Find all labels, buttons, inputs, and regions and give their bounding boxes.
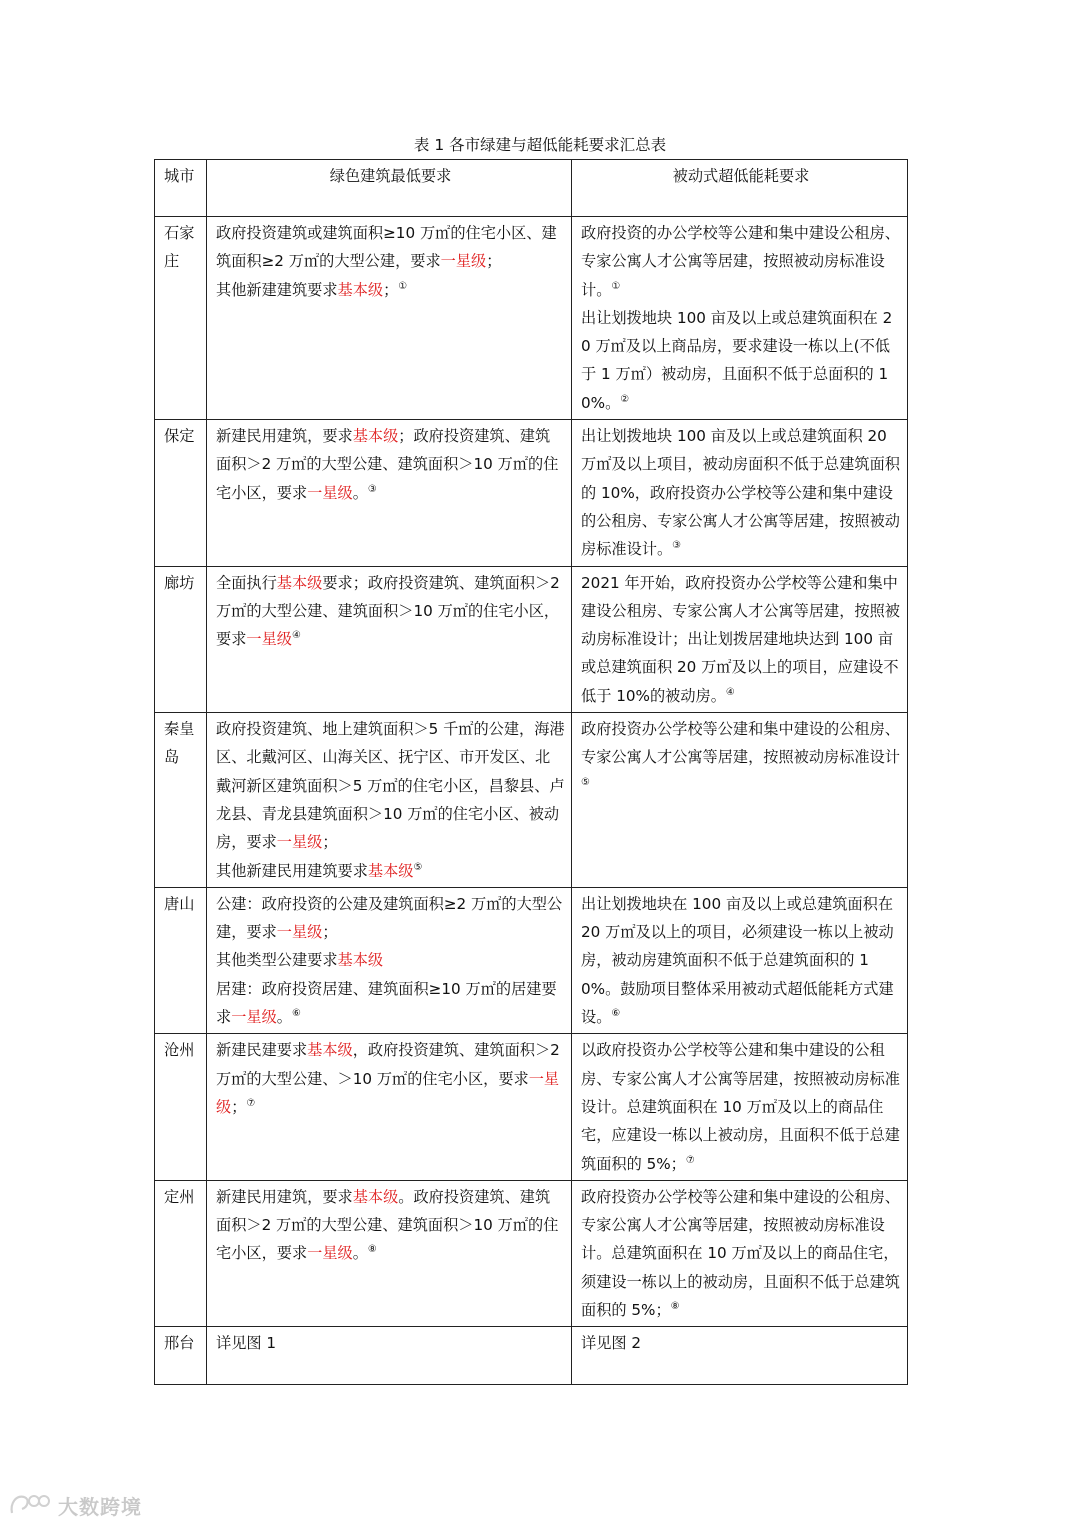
- footnote-marker: ①: [398, 280, 408, 292]
- brand-logo-icon: [8, 1491, 52, 1519]
- header-city: 城市: [155, 160, 207, 217]
- cell-text: 。: [352, 483, 368, 502]
- cell-text: 居建：政府投资居建、建筑面积≥10 万㎡的居建要求: [216, 979, 557, 1027]
- cell-text: 详见图 2: [581, 1334, 642, 1353]
- highlight-level: 一星级: [440, 252, 487, 271]
- green-requirement-cell: [207, 1034, 572, 1180]
- cell-text: 政府投资办公学校等公建和集中建设的公租房、专家公寓人才公寓等居建，按照被动房标准设计。总建筑面积在 10 万㎡及以上的商品住宅，须建设一栋以上的被动房，且面积不低于总建筑面积的 5%；: [581, 1187, 900, 1319]
- highlight-level: 基本级: [307, 1041, 353, 1060]
- table-row: [155, 1180, 908, 1326]
- summary-table: [154, 159, 908, 1385]
- cell-text: 出让划拨地块 100 亩及以上或总建筑面积 20 万㎡及以上项目，被动房面积不低于总建筑面积的 10%，政府投资办公学校等公建和集中建设的公租房、专家公寓人才公寓等居建，按照被动房标准设计。: [581, 427, 900, 559]
- cell-text: 其他新建民用建筑要求: [216, 861, 368, 880]
- cell-paragraph: [216, 1036, 565, 1121]
- city-cell: 唐山: [155, 887, 207, 1033]
- city-cell: 石家庄: [155, 217, 207, 420]
- footnote-marker: ④: [725, 686, 735, 698]
- green-requirement-cell: [207, 1327, 572, 1385]
- city-cell: 廊坊: [155, 566, 207, 712]
- table-header-row: [155, 160, 908, 217]
- passive-requirement-cell: [572, 1327, 908, 1385]
- highlight-level: 基本级: [337, 280, 384, 299]
- cell-text: 详见图 1: [216, 1334, 277, 1353]
- city-cell: 保定: [155, 420, 207, 566]
- header-green: 绿色建筑最低要求: [207, 160, 572, 217]
- highlight-level: 一星级: [276, 833, 323, 852]
- cell-paragraph: [216, 276, 565, 304]
- cell-paragraph: [216, 219, 565, 276]
- city-cell: 秦皇岛: [155, 713, 207, 888]
- city-cell: 邢台: [155, 1327, 207, 1385]
- green-requirement-cell: [207, 566, 572, 712]
- cell-text: ；: [322, 833, 338, 852]
- highlight-level: 一星级: [307, 1244, 353, 1263]
- cell-paragraph: [581, 1036, 901, 1177]
- cell-text: 。: [352, 1244, 368, 1263]
- cell-paragraph: [216, 1183, 565, 1268]
- highlight-level: 基本级: [352, 427, 399, 446]
- cell-paragraph: [581, 1329, 901, 1357]
- cell-text: ；: [486, 252, 502, 271]
- footnote-marker: ⑥: [611, 1007, 621, 1019]
- cell-paragraph: [581, 1183, 901, 1324]
- green-requirement-cell: [207, 217, 572, 420]
- table-body: [155, 217, 908, 1385]
- cell-paragraph: [216, 1329, 565, 1357]
- passive-requirement-cell: [572, 566, 908, 712]
- cell-text: ；政府投资建筑、建筑面积＞2 万㎡的大型公建、建筑面积＞10 万㎡的住宅小区，要求: [216, 427, 559, 502]
- highlight-level: 一星级: [231, 1008, 277, 1027]
- highlight-level: 一星级: [216, 1069, 560, 1116]
- footnote-marker: ⑧: [367, 1244, 377, 1256]
- cell-text: 全面执行: [216, 573, 277, 592]
- cell-text: 政府投资办公学校等公建和集中建设的公租房、专家公寓人才公寓等居建，按照被动房标准设计: [581, 720, 900, 767]
- green-requirement-cell: [207, 420, 572, 566]
- cell-paragraph: [581, 890, 901, 1031]
- table-row: [155, 217, 908, 420]
- cell-paragraph: [581, 422, 901, 563]
- footnote-marker: ⑦: [246, 1097, 256, 1109]
- cell-paragraph: [216, 857, 565, 885]
- passive-requirement-cell: [572, 887, 908, 1033]
- footnote-marker: ⑦: [685, 1154, 695, 1166]
- cell-text: 新建民建要求: [216, 1041, 308, 1060]
- cell-paragraph: [216, 946, 565, 974]
- footnote-marker: ②: [620, 393, 630, 405]
- cell-paragraph: [581, 569, 901, 710]
- cell-text: 2021 年开始，政府投资办公学校等公建和集中建设公租房、专家公寓人才公寓等居建，按照被动房标准设计；出让划拨居建地块达到 100 亩或总建筑面积 20 万㎡及以上的项目，应建设不低于 10%的被动房。: [581, 573, 900, 705]
- cell-paragraph: [216, 975, 565, 1032]
- passive-requirement-cell: [572, 713, 908, 888]
- cell-text: 政府投资建筑、地上建筑面积＞5 千㎡的公建，海港区、北戴河区、山海关区、抚宁区、市开发区、北戴河新区建筑面积＞5 万㎡的住宅小区，昌黎县、卢龙县、青龙县建筑面积＞10 万㎡的住宅小区、被动房，要求: [216, 720, 565, 852]
- green-requirement-cell: [207, 713, 572, 888]
- highlight-level: 一星级: [307, 483, 353, 502]
- cell-paragraph: [581, 304, 901, 417]
- footnote-marker: ①: [611, 280, 621, 292]
- cell-text: ；: [383, 280, 399, 299]
- cell-paragraph: [216, 422, 565, 507]
- highlight-level: 一星级: [246, 630, 292, 649]
- cell-text: 出让划拨地块 100 亩及以上或总建筑面积在 20 万㎡及以上商品房，要求建设一栋以上(不低于 1 万㎡）被动房，且面积不低于总面积的 10%。: [581, 308, 893, 412]
- cell-text: 以政府投资办公学校等公建和集中建设的公租房、专家公寓人才公寓等居建，按照被动房标准设计。总建筑面积在 10 万㎡及以上的商品住宅，应建设一栋以上被动房，且面积不低于总建筑面积的 5%；: [581, 1041, 900, 1173]
- footnote-marker: ④: [291, 630, 301, 642]
- highlight-level: 基本级: [367, 861, 414, 880]
- cell-text: 出让划拨地块在 100 亩及以上或总建筑面积在 20 万㎡及以上的项目，必须建设一栋以上被动房，被动房建筑面积不低于总建筑面积的 10%。鼓励项目整体采用被动式超低能耗方式建设。: [581, 894, 894, 1027]
- footnote-marker: ⑥: [291, 1007, 301, 1019]
- table-row: [155, 1327, 908, 1385]
- cell-text: 其他类型公建要求: [216, 951, 338, 970]
- highlight-level: 一星级: [276, 923, 323, 942]
- table-row: [155, 713, 908, 888]
- cell-text: ；: [231, 1097, 247, 1116]
- city-cell: 定州: [155, 1180, 207, 1326]
- table-row: [155, 887, 908, 1033]
- cell-text: 。: [276, 1008, 292, 1027]
- table-row: [155, 566, 908, 712]
- header-passive: 被动式超低能耗要求: [572, 160, 908, 217]
- cell-paragraph: [581, 219, 901, 304]
- watermark: [8, 1490, 142, 1520]
- city-cell: 沧州: [155, 1034, 207, 1180]
- green-requirement-cell: [207, 1180, 572, 1326]
- highlight-level: 基本级: [276, 573, 323, 592]
- cell-text: 要求；政府投资建筑、建筑面积＞2 万㎡的大型公建、建筑面积＞10 万㎡的住宅小区，要求: [216, 573, 560, 649]
- cell-paragraph: [216, 890, 565, 947]
- cell-paragraph: [581, 715, 901, 800]
- cell-text: 政府投资建筑或建筑面积≥10 万㎡的住宅小区、建筑面积≥2 万㎡的大型公建，要求: [216, 224, 557, 271]
- highlight-level: 基本级: [337, 951, 384, 970]
- footnote-marker: ⑧: [670, 1300, 680, 1312]
- table-row: [155, 1034, 908, 1180]
- passive-requirement-cell: [572, 420, 908, 566]
- passive-requirement-cell: [572, 1034, 908, 1180]
- cell-text: 。政府投资建筑、建筑面积＞2 万㎡的大型公建、建筑面积＞10 万㎡的住宅小区，要求: [216, 1187, 559, 1263]
- highlight-level: 基本级: [352, 1187, 399, 1206]
- cell-paragraph: [216, 715, 565, 856]
- cell-text: 新建民用建筑，要求: [216, 427, 353, 446]
- footnote-marker: ③: [367, 483, 377, 495]
- cell-text: ；: [322, 923, 338, 942]
- passive-requirement-cell: [572, 1180, 908, 1326]
- table-row: [155, 420, 908, 566]
- cell-text: ，政府投资建筑、建筑面积＞2 万㎡的大型公建、＞10 万㎡的住宅小区，要求: [216, 1041, 560, 1088]
- cell-text: 新建民用建筑，要求: [216, 1187, 353, 1206]
- footnote-marker: ⑤: [581, 776, 590, 788]
- footnote-marker: ⑤: [413, 861, 423, 873]
- watermark-text: 大数跨境: [58, 1494, 142, 1519]
- footnote-marker: ③: [672, 540, 682, 552]
- cell-text: 公建：政府投资的公建及建筑面积≥2 万㎡的大型公建，要求: [216, 894, 563, 942]
- cell-text: 其他新建建筑要求: [216, 280, 338, 299]
- cell-text: 政府投资的办公学校等公建和集中建设公租房、专家公寓人才公寓等居建，按照被动房标准设计。: [581, 224, 900, 299]
- table-caption: 表 1 各市绿建与超低能耗要求汇总表: [413, 136, 667, 154]
- passive-requirement-cell: [572, 217, 908, 420]
- green-requirement-cell: [207, 887, 572, 1033]
- cell-paragraph: [216, 569, 565, 654]
